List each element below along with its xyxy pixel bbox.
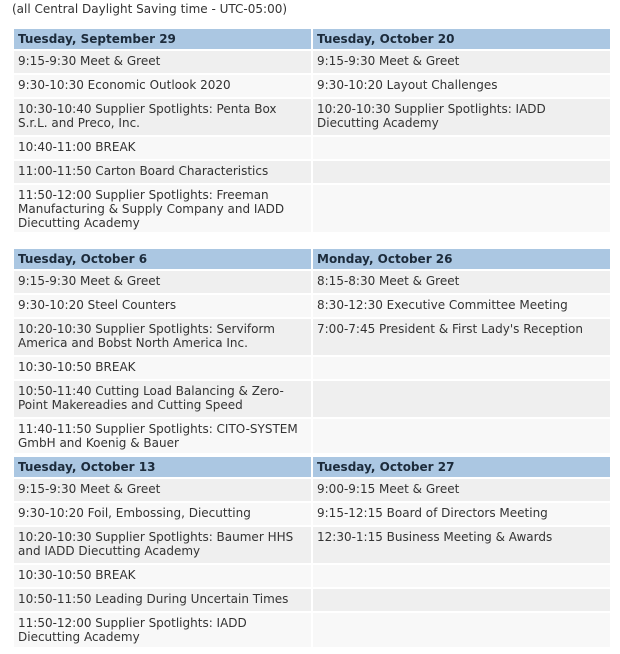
schedule-row — [14, 75, 610, 99]
session-cell: 9:30-10:30 Economic Outlook 2020 — [14, 75, 313, 99]
day-header: Tuesday, October 13 — [14, 457, 313, 479]
session-cell — [313, 161, 610, 185]
schedule-row — [14, 137, 610, 161]
schedule-row — [14, 319, 610, 357]
schedule-row — [14, 99, 610, 137]
session-cell: 9:15-9:30 Meet & Greet — [313, 51, 610, 75]
session-cell: 10:20-10:30 Supplier Spotlights: Serviform America and Bobst North America Inc. — [14, 319, 313, 357]
session-cell — [313, 419, 610, 455]
schedule-block-2 — [14, 249, 610, 455]
session-cell — [313, 613, 610, 649]
timezone-note: (all Central Daylight Saving time - UTC-05:00) — [12, 2, 288, 16]
day-header: Tuesday, October 6 — [14, 249, 313, 271]
schedule-row — [14, 357, 610, 381]
schedule-row — [14, 271, 610, 295]
session-cell: 10:40-11:00 BREAK — [14, 137, 313, 161]
schedule-row — [14, 51, 610, 75]
session-cell — [313, 565, 610, 589]
session-cell: 9:00-9:15 Meet & Greet — [313, 479, 610, 503]
session-cell — [313, 357, 610, 381]
session-cell: 10:30-10:40 Supplier Spotlights: Penta Box S.r.L. and Preco, Inc. — [14, 99, 313, 137]
day-header: Monday, October 26 — [313, 249, 610, 271]
session-cell: 10:50-11:40 Cutting Load Balancing & Zero-Point Makereadies and Cutting Speed — [14, 381, 313, 419]
session-cell: 9:15-9:30 Meet & Greet — [14, 479, 313, 503]
header-row — [14, 249, 610, 271]
session-cell: 9:30-10:20 Steel Counters — [14, 295, 313, 319]
schedule-row — [14, 185, 610, 234]
day-header: Tuesday, October 20 — [313, 29, 610, 51]
schedule-row — [14, 161, 610, 185]
day-header: Tuesday, October 27 — [313, 457, 610, 479]
schedule-row — [14, 419, 610, 455]
session-cell: 9:30-10:20 Foil, Embossing, Diecutting — [14, 503, 313, 527]
session-cell: 10:20-10:30 Supplier Spotlights: IADD Diecutting Academy — [313, 99, 610, 137]
schedule-row — [14, 479, 610, 503]
session-cell: 9:15-9:30 Meet & Greet — [14, 271, 313, 295]
session-cell: 9:15-9:30 Meet & Greet — [14, 51, 313, 75]
session-cell — [313, 137, 610, 161]
schedule-row — [14, 527, 610, 565]
session-cell: 8:15-8:30 Meet & Greet — [313, 271, 610, 295]
session-cell: 10:30-10:50 BREAK — [14, 357, 313, 381]
session-cell: 11:50-12:00 Supplier Spotlights: IADD Diecutting Academy — [14, 613, 313, 649]
session-cell: 9:15-12:15 Board of Directors Meeting — [313, 503, 610, 527]
session-cell: 7:00-7:45 President & First Lady's Reception — [313, 319, 610, 357]
session-cell: 11:00-11:50 Carton Board Characteristics — [14, 161, 313, 185]
schedule-block-3 — [14, 457, 610, 649]
header-row — [14, 29, 610, 51]
session-cell: 9:30-10:20 Layout Challenges — [313, 75, 610, 99]
schedule-row — [14, 589, 610, 613]
session-cell — [313, 185, 610, 234]
header-row — [14, 457, 610, 479]
session-cell — [313, 381, 610, 419]
session-cell: 10:30-10:50 BREAK — [14, 565, 313, 589]
session-cell: 11:50-12:00 Supplier Spotlights: Freeman Manufacturing & Supply Company and IADD Diecutting Academy — [14, 185, 313, 234]
schedule-row — [14, 295, 610, 319]
session-cell — [313, 589, 610, 613]
schedule-row — [14, 503, 610, 527]
schedule-row — [14, 613, 610, 649]
session-cell: 12:30-1:15 Business Meeting & Awards — [313, 527, 610, 565]
session-cell: 10:20-10:30 Supplier Spotlights: Baumer HHS and IADD Diecutting Academy — [14, 527, 313, 565]
session-cell: 11:40-11:50 Supplier Spotlights: CITO-SYSTEM GmbH and Koenig & Bauer — [14, 419, 313, 455]
session-cell: 8:30-12:30 Executive Committee Meeting — [313, 295, 610, 319]
schedule-row — [14, 381, 610, 419]
session-cell: 10:50-11:50 Leading During Uncertain Times — [14, 589, 313, 613]
day-header: Tuesday, September 29 — [14, 29, 313, 51]
schedule-block-1 — [14, 29, 610, 234]
schedule-row — [14, 565, 610, 589]
